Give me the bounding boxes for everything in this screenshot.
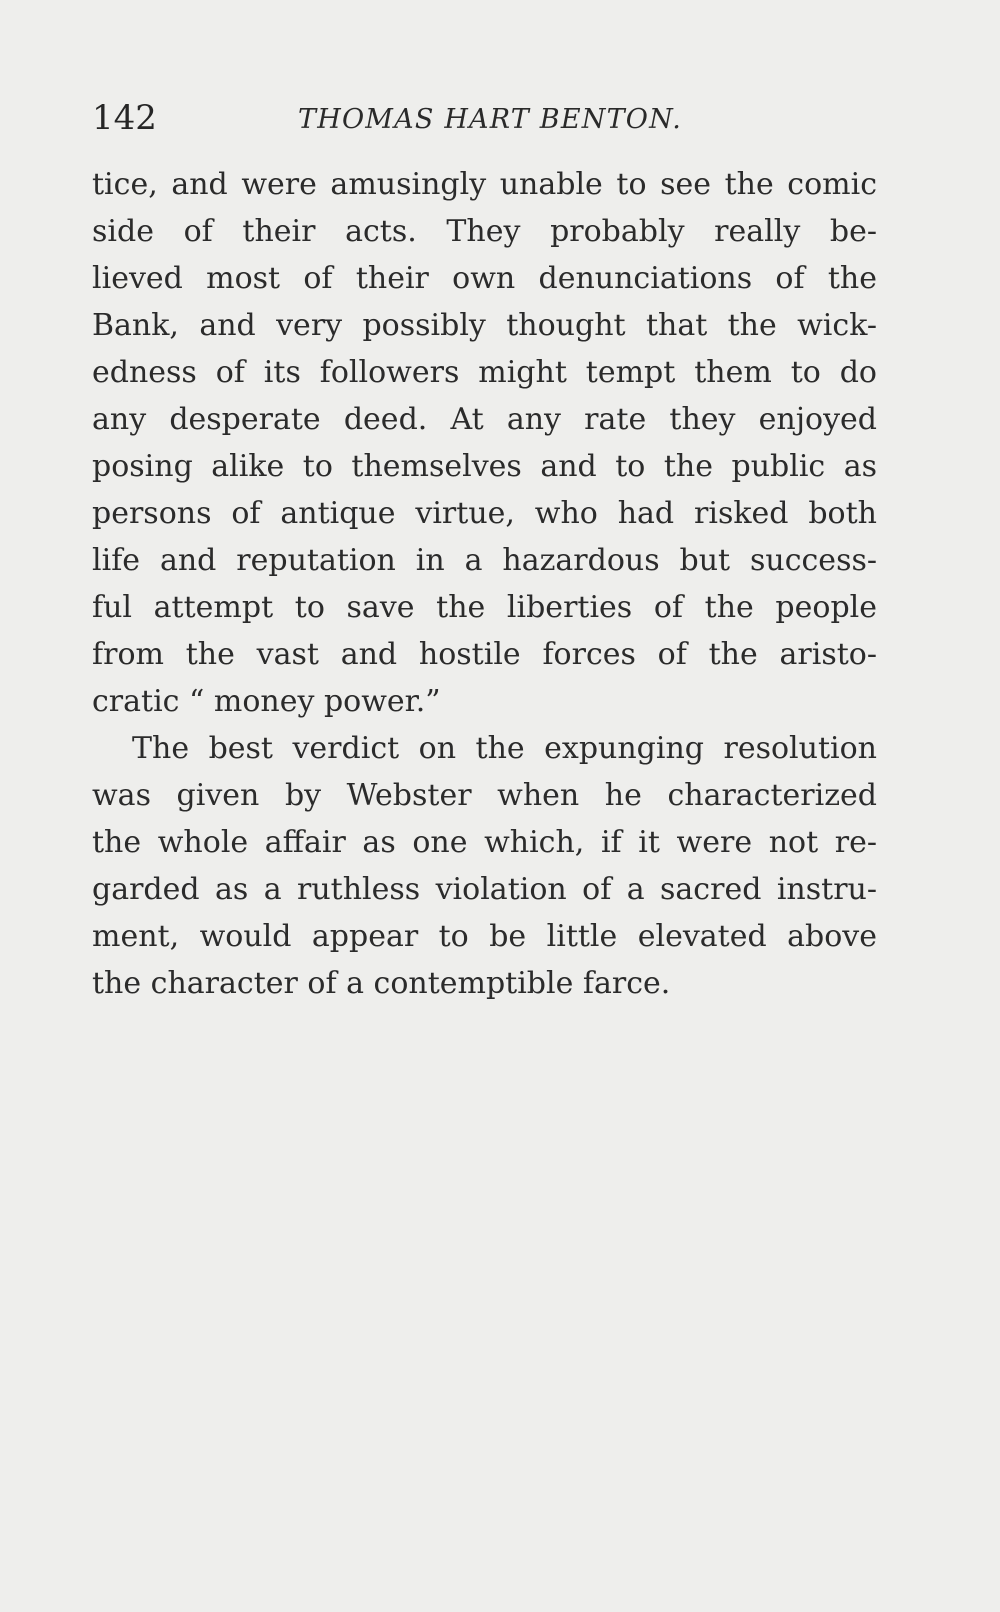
running-title: THOMAS HART BENTON. <box>298 104 683 135</box>
text-line: ment, would appear to be little elevated above <box>92 919 877 954</box>
text-line: lieved most of their own denunciations of the <box>92 261 877 296</box>
text-line: any desperate deed. At any rate they enjoyed <box>92 402 877 437</box>
page-header <box>92 96 872 140</box>
text-line: posing alike to themselves and to the public as <box>92 449 877 484</box>
text-line: cratic “ money power.” <box>92 684 441 719</box>
text-line: from the vast and hostile forces of the aristo- <box>92 637 877 672</box>
text-line: The best verdict on the expunging resolution <box>132 731 877 766</box>
text-line: was given by Webster when he characterized <box>92 778 877 813</box>
text-line: garded as a ruthless violation of a sacred instru- <box>92 872 877 907</box>
page-number: 142 <box>92 98 157 138</box>
text-line: tice, and were amusingly unable to see the comic <box>92 167 877 202</box>
text-line: the whole affair as one which, if it were not re- <box>92 825 877 860</box>
paragraph <box>92 161 877 725</box>
paragraph <box>92 725 877 1007</box>
text-line: edness of its followers might tempt them to do <box>92 355 877 390</box>
text-line: the character of a contemptible farce. <box>92 966 671 1001</box>
text-line: persons of antique virtue, who had risked both <box>92 496 877 531</box>
text-line: Bank, and very possibly thought that the wick- <box>92 308 877 343</box>
text-line: life and reputation in a hazardous but success- <box>92 543 877 578</box>
text-line: ful attempt to save the liberties of the people <box>92 590 877 625</box>
text-line: side of their acts. They probably really be- <box>92 214 877 249</box>
body-text <box>92 161 877 1007</box>
